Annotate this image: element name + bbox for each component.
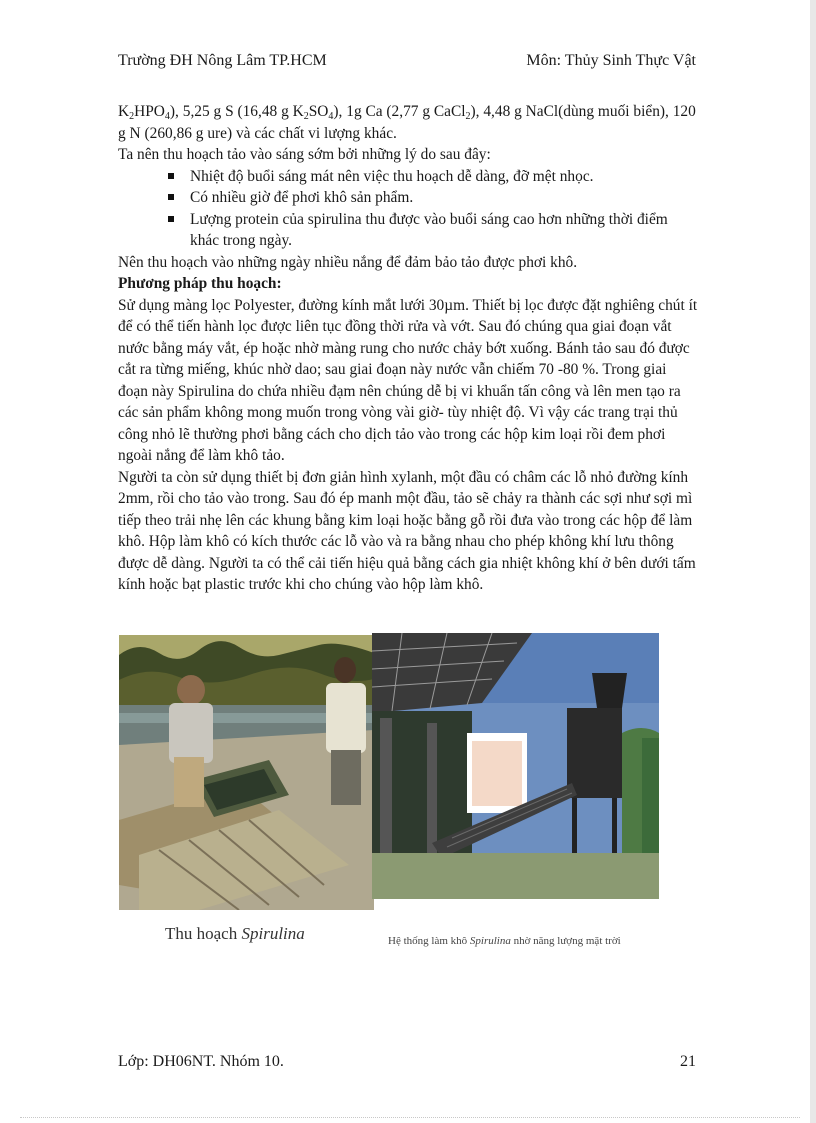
harvest-photo [119, 635, 374, 910]
paragraph-filtering: Sử dụng màng lọc Polyester, đường kính mắt lưới 30µm. Thiết bị lọc được đặt nghiêng chút ít để có thể tiến hành lọc được liên tục đồng thời rửa và vớt. Sau đó chúng qua giai đoạn vắt nước bằng máy vắt, ép hoặc nhờ màng rung cho nước chảy bớt xuống. Bánh tảo sau đó được cắt ra từng miếng, khúc nhờ dao; sau giai đoạn này nước vẫn chiếm 70 -80 %. Trong giai đoạn này Spirulina do chứa nhiều đạm nên chúng dễ bị vi khuẩn tấn công và lên men tạo ra các sản phẩm không mong muốn trong vòng vài giờ- tùy nhiệt độ. Vì vậy các trang trại thủ công nhỏ lẽ thường phơi bằng cách cho dịch tảo vào trong các hộp kim loại rồi đem phơi ngoài nắng để làm khô tảo. [118, 296, 698, 464]
harvest-intro: Ta nên thu hoạch tảo vào sáng sớm bởi những lý do sau đây: [118, 146, 491, 163]
footer-class: Lớp: DH06NT. Nhóm 10. [118, 1053, 284, 1070]
harvest-caption: Thu hoạch Spirulina [165, 924, 305, 943]
list-item: Lượng protein của spirulina thu được vào buổi sáng cao hơn những thời điểm khác trong ngày. [166, 209, 698, 252]
section-heading: Phương pháp thu hoạch: [118, 275, 282, 292]
page-header [118, 52, 696, 74]
solar-dryer-photo [372, 633, 659, 899]
page-divider [20, 1117, 800, 1118]
header-subject: Môn: Thủy Sinh Thực Vật [526, 52, 696, 69]
nutrient-line: $K_2HPO_4$), 5,25 g S (16,48 g $K_2SO_4$), 1g Ca (2,77 g CaCl$_2$), 4,48 g NaCl(dùng muối biển), 120 g N (260,86 g ure) và các chất vi lượng khác. [118, 103, 696, 142]
list-item: Nhiệt độ buổi sáng mát nên việc thu hoạch dễ dàng, đỡ mệt nhọc. [166, 166, 698, 188]
body-text [118, 101, 698, 596]
solar-dryer-caption: Hệ thống làm khô Spirulina nhờ năng lượng mặt trời [388, 935, 621, 947]
reason-list [118, 166, 698, 252]
list-item: Có nhiều giờ để phơi khô sản phẩm. [166, 187, 698, 209]
sunny-days-note: Nên thu hoạch vào những ngày nhiều nắng để đảm bảo tảo được phơi khô. [118, 253, 578, 271]
header-school: Trường ĐH Nông Lâm TP.HCM [118, 52, 327, 69]
page-footer [118, 1053, 696, 1075]
page-edge [810, 0, 816, 1123]
page-number: 21 [680, 1053, 696, 1070]
paragraph-drying: Người ta còn sử dụng thiết bị đơn giản hình xylanh, một đầu có châm các lỗ nhỏ đường kính 2mm, rồi cho tảo vào trong. Sau đó ép manh một đầu, tảo sẽ chảy ra thành các sợi như sợi mì tiếp theo trải nhẹ lên các khung bằng kim loại hoặc bằng gỗ rồi đưa vào trong các hộp để làm khô. Hộp làm khô có kích thước các lỗ vào và ra bằng nhau cho phép không khí lưu thông được dễ dàng. Người ta có thể cải tiến hiệu quả bằng cách gia nhiệt không khí ở bên dưới tấm kính hoặc bạt plastic trước khi cho chúng vào hộp làm khô. [118, 468, 696, 593]
